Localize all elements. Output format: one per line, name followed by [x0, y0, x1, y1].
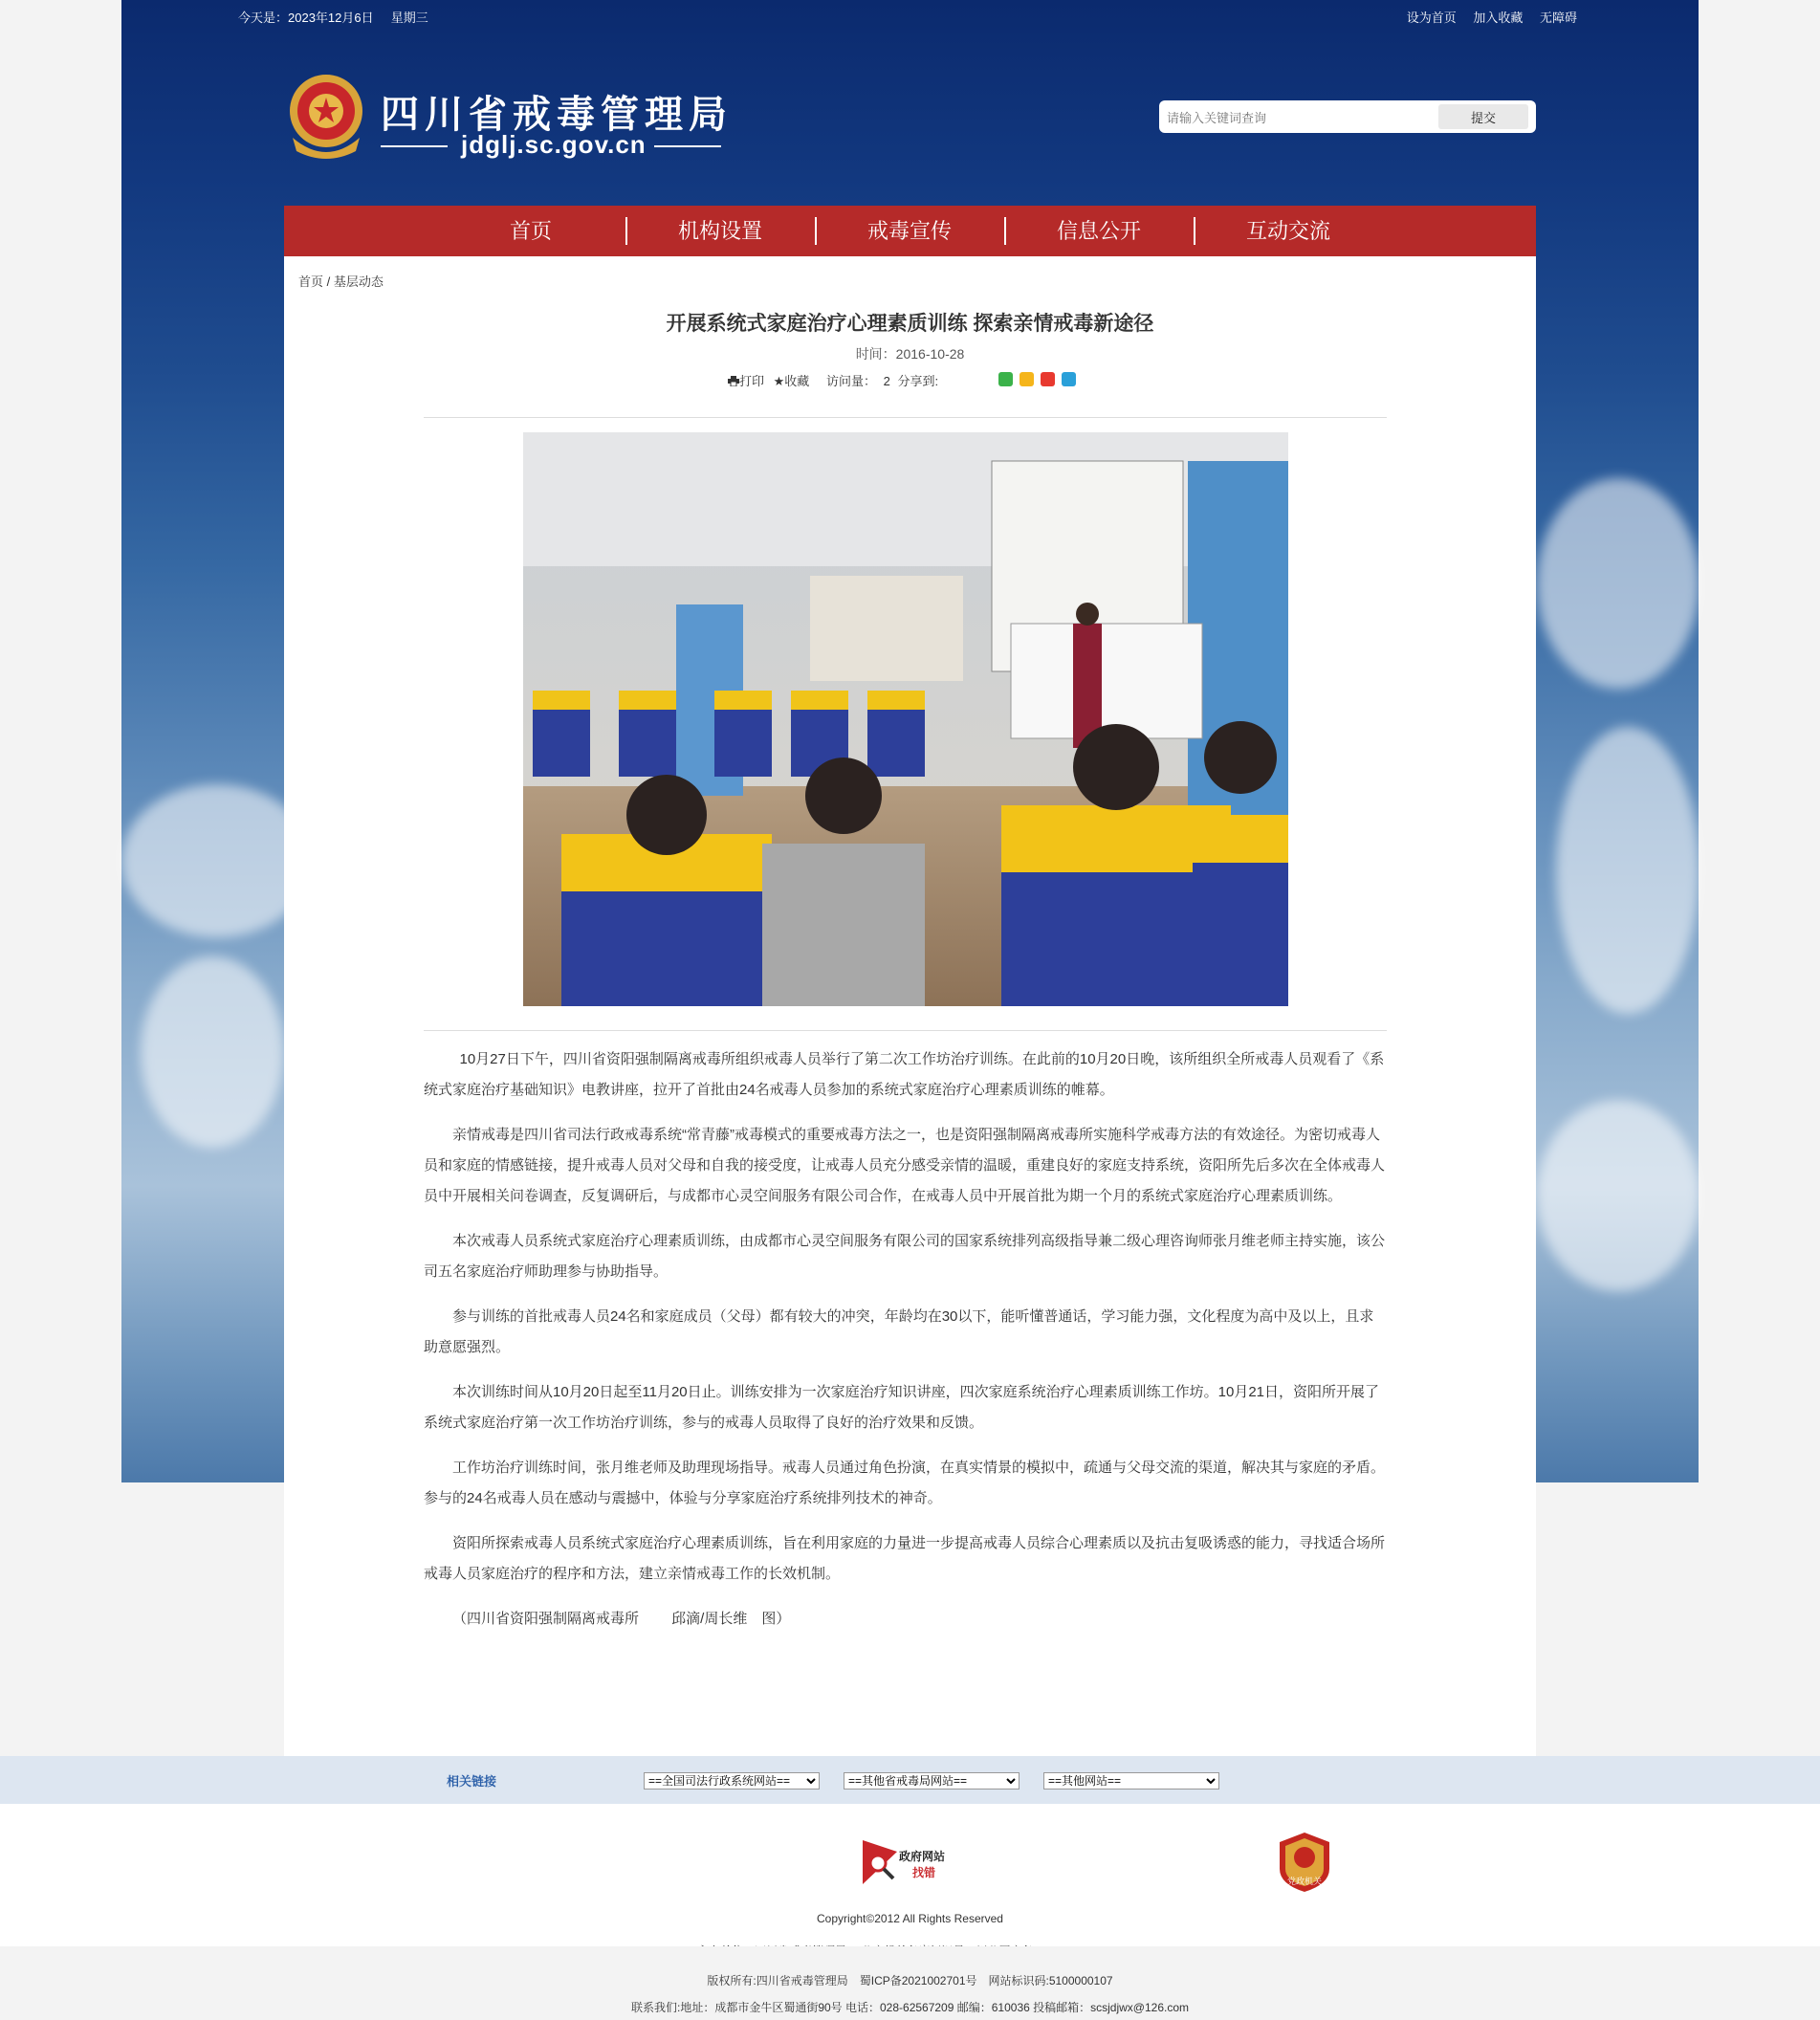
search-box [1159, 100, 1536, 133]
share-icons [998, 371, 1083, 388]
nav-organization[interactable]: 机构设置 [677, 219, 762, 243]
date-text: 今天是：2023年12月6日 [238, 11, 374, 25]
related-links-bar [0, 1756, 1820, 1804]
print-label: 打印 [739, 374, 765, 388]
star-icon: ★ [773, 374, 785, 388]
gov-site-label: 政府网站 [899, 1850, 946, 1863]
article-paragraph: 资阳所探索戒毒人员系统式家庭治疗心理素质训练，旨在利用家庭的力量进一步提高戒毒人员综合心理素质以及抗击复吸诱惑的能力，寻找适合场所戒毒人员家庭治疗的程序和方法，建立亲情戒毒工作的长效机制。 [424, 1535, 1386, 1582]
domain-line-left [381, 145, 448, 147]
weekday-text: 星期三 [390, 11, 428, 25]
nav-separator [1194, 217, 1195, 245]
visits-label: 访问量： [825, 374, 876, 388]
domain-text: jdglj.sc.gov.cn [461, 130, 647, 159]
domain-line-right [654, 145, 721, 147]
training-scene-image [523, 432, 1288, 1006]
main-nav [284, 206, 1536, 256]
breadcrumb-current[interactable]: 基层动态 [333, 274, 384, 289]
nav-info-disclosure[interactable]: 信息公开 [1056, 219, 1141, 243]
tencent-weibo-icon[interactable] [1062, 372, 1076, 386]
party-badge-label: 党政机关 [1286, 1877, 1322, 1886]
breadcrumb-separator: / [326, 274, 331, 289]
site-name: 四川省戒毒管理局 [381, 94, 733, 136]
article-body [424, 1044, 1388, 1649]
date-display [238, 8, 428, 26]
article-paragraph: 本次训练时间从10月20日起至11月20日止。训练安排为一次家庭治疗知识讲座，四次家庭系统治疗心理素质训练工作坊。10月21日，资阳所开展了系统式家庭治疗第一次工作坊治疗训练，参与的戒毒人员取得了良好的治疗效果和反馈。 [424, 1384, 1380, 1431]
nav-separator [815, 217, 817, 245]
judicial-sites-select[interactable] [644, 1772, 820, 1789]
qzone-icon[interactable] [1020, 372, 1034, 386]
footer-info-band [0, 1946, 1820, 2020]
add-favorite-link[interactable]: 加入收藏 [1473, 11, 1524, 25]
article-paragraph: 10月27日下午，四川省资阳强制隔离戒毒所组织戒毒人员举行了第二次工作坊治疗训练。在此前的10月20日晚，该所组织全所戒毒人员观看了《系统式家庭治疗基础知识》电教讲座，拉开了首批由24名戒毒人员参加的系统式家庭治疗心理素质训练的帷幕。 [424, 1051, 1385, 1098]
provincial-bureau-select[interactable] [844, 1772, 1020, 1789]
article-title: 开展系统式家庭治疗心理素质训练 探索亲情戒毒新途径 [666, 313, 1154, 335]
visits-count: 2 [883, 374, 890, 388]
find-error-label: 找错 [912, 1866, 936, 1879]
site-domain [381, 130, 721, 159]
nav-home[interactable]: 首页 [509, 219, 552, 243]
article-paragraph: 工作坊治疗训练时间，张月维老师及助理现场指导。戒毒人员通过角色扮演，在真实情景的模拟中，疏通与父母交流的渠道，解决其与家庭的矛盾。参与的24名戒毒人员在感动与震撼中，体验与分享家庭治疗系统排列技术的神奇。 [424, 1460, 1386, 1506]
nav-separator [1004, 217, 1006, 245]
accessibility-link[interactable]: 无障碍 [1539, 11, 1577, 25]
magnifier-icon [863, 1840, 897, 1884]
print-button[interactable] [728, 374, 768, 388]
breadcrumb-home[interactable]: 首页 [298, 274, 324, 289]
article-paragraph: 本次戒毒人员系统式家庭治疗心理素质训练，由成都市心灵空间服务有限公司的国家系统排列高级指导兼二级心理咨询师张月维老师主持实施，该公司五名家庭治疗师助理参与协助指导。 [424, 1233, 1386, 1280]
related-links-label: 相关链接 [447, 1774, 497, 1789]
other-sites-select[interactable] [1043, 1772, 1219, 1789]
set-home-link[interactable]: 设为首页 [1406, 11, 1457, 25]
divider [424, 1030, 1387, 1031]
collect-button[interactable] [774, 374, 813, 388]
collect-label: 收藏 [784, 374, 810, 388]
weibo-icon[interactable] [1041, 372, 1055, 386]
article-photo [523, 432, 1288, 1006]
article-container [284, 256, 1536, 1756]
search-input[interactable] [1165, 104, 1446, 131]
copyright-text: Copyright©2012 All Rights Reserved [817, 1912, 1003, 1925]
search-submit-button[interactable]: 提交 [1438, 104, 1528, 129]
article-tools [728, 371, 938, 389]
nav-separator [625, 217, 627, 245]
party-organ-badge[interactable] [1280, 1833, 1329, 1892]
contact-info: 联系我们:地址：成都市金牛区蜀通街90号 电话：028-62567209 邮编：610036 投稿邮箱：scsjdjwx@126.com [630, 2001, 1190, 2014]
gov-site-error-badge[interactable] [863, 1840, 958, 1888]
top-bar [238, 0, 1577, 31]
nav-interaction[interactable]: 互动交流 [1245, 219, 1330, 243]
nav-publicity[interactable]: 戒毒宣传 [866, 219, 952, 243]
article-credit: （四川省资阳强制隔离戒毒所 邱滴/周长维 图） [452, 1611, 791, 1627]
wechat-icon[interactable] [998, 372, 1013, 386]
article-paragraph: 亲情戒毒是四川省司法行政戒毒系统“常青藤”戒毒模式的重要戒毒方法之一，也是资阳强制隔离戒毒所实施科学戒毒方法的有效途径。为密切戒毒人员和家庭的情感链接，提升戒毒人员对父母和自我的接受度，让戒毒人员充分感受亲情的温暖，重建良好的家庭支持系统，资阳所先后多次在全体戒毒人员中开展相关问卷调查，反复调研后，与成都市心灵空间服务有限公司合作，在戒毒人员中开展首批为期一个月的系统式家庭治疗心理素质训练。 [424, 1127, 1386, 1204]
rights-info: 版权所有:四川省戒毒管理局 蜀ICP备2021002701号 网站标识码:5100000107 [707, 1974, 1113, 1987]
top-links [1393, 8, 1577, 26]
article-time: 时间：2016-10-28 [855, 346, 965, 362]
divider [424, 417, 1387, 418]
article-paragraph: 参与训练的首批戒毒人员24名和家庭成员（父母）都有较大的冲突，年龄均在30以下，能听懂普通话，学习能力强，文化程度为高中及以上，且求助意愿强烈。 [424, 1308, 1374, 1355]
printer-icon [728, 376, 739, 386]
police-emblem-icon [283, 71, 369, 163]
breadcrumb [298, 272, 384, 290]
share-label: 分享到: [897, 374, 939, 388]
